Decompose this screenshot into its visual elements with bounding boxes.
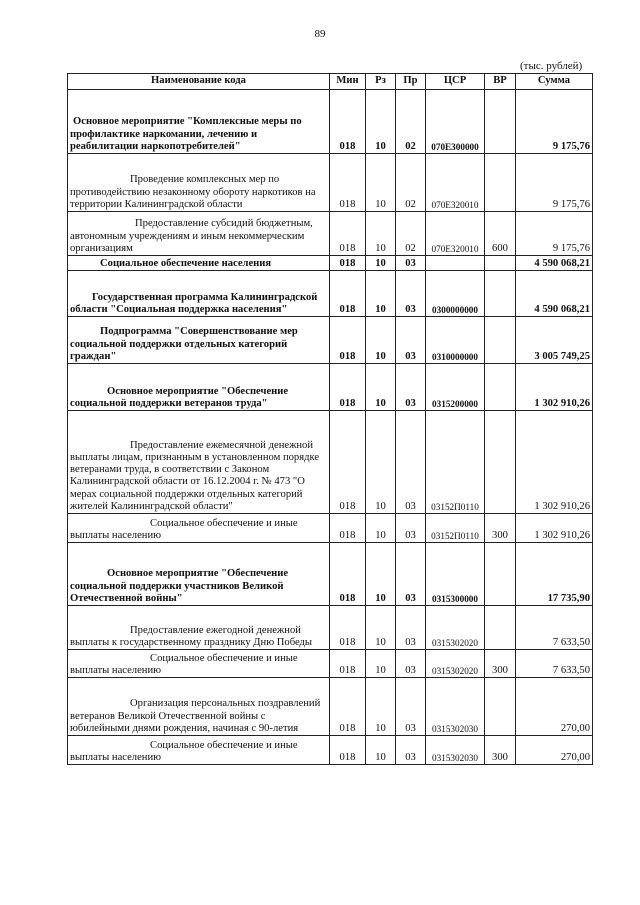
row-label: Предоставление ежемесячной денежной выплаты лицам, признанным в установленном порядке ветеранами труда, в соответствии с Законом Калининградской области от 16.12.2004 г. № 473 "О мерах социальной поддержки отдельных категорий жителей Калининградской области" [70,439,320,512]
table-row [68,514,593,543]
cell-min: 018 [330,90,366,154]
cell-name [68,154,330,212]
cell-name [68,543,330,606]
cell-pr: 02 [396,212,426,256]
cell-vr [485,90,516,154]
table-row [68,543,593,606]
cell-vr [485,364,516,411]
cell-min: 018 [330,256,366,271]
cell-csr: 03152П0110 [426,411,485,514]
cell-vr [485,678,516,736]
cell-min: 018 [330,364,366,411]
cell-name [68,364,330,411]
row-label: Организация персональных поздравлений ветеранов Великой Отечественной войны с юбилейными днями рождения, начиная с 90-летия [70,698,321,734]
table-row [68,650,593,678]
cell-sum: 17 735,90 [516,543,593,606]
cell-name [68,514,330,543]
cell-name [68,650,330,678]
cell-pr: 03 [396,411,426,514]
row-label: Социальное обеспечение населения [100,257,272,269]
table-row [68,271,593,317]
cell-pr: 03 [396,256,426,271]
row-label: Предоставление субсидий бюджетным, автономным учреждениям и иным некоммерческим организациям [70,218,313,254]
cell-rz: 10 [366,212,396,256]
cell-sum: 9 175,76 [516,154,593,212]
cell-min: 018 [330,678,366,736]
cell-min: 018 [330,411,366,514]
table-row [68,736,593,765]
cell-vr [485,411,516,514]
row-label: Государственная программа Калининградской области "Социальная поддержка населения" [70,291,318,315]
table-row [68,678,593,736]
header-pr: Пр [396,74,426,90]
cell-vr: 600 [485,212,516,256]
cell-sum: 4 590 068,21 [516,271,593,317]
cell-name [68,317,330,364]
row-label: Социальное обеспечение и иные выплаты населению [70,739,298,763]
table-row [68,411,593,514]
cell-sum: 1 302 910,26 [516,514,593,543]
row-label: Подпрограмма "Совершенствование мер социальной поддержки отдельных категорий граждан" [70,326,298,362]
table-row [68,212,593,256]
cell-vr: 300 [485,514,516,543]
cell-sum: 270,00 [516,678,593,736]
cell-min: 018 [330,650,366,678]
cell-csr: 0315200000 [426,364,485,411]
cell-min: 018 [330,271,366,317]
cell-sum: 9 175,76 [516,90,593,154]
cell-vr [485,317,516,364]
header-min: Мин [330,74,366,90]
cell-vr: 300 [485,650,516,678]
cell-vr [485,256,516,271]
row-label: Основное мероприятие "Комплексные меры по профилактике наркомании, лечению и реабилитации наркопотребителей" [70,116,302,152]
header-vr: ВР [485,74,516,90]
cell-rz: 10 [366,154,396,212]
cell-rz: 10 [366,650,396,678]
cell-csr: 0315300000 [426,543,485,606]
cell-rz: 10 [366,271,396,317]
cell-pr: 03 [396,650,426,678]
cell-pr: 03 [396,514,426,543]
cell-pr: 03 [396,606,426,650]
cell-min: 018 [330,543,366,606]
cell-min: 018 [330,736,366,765]
units-label: (тыс. рублей) [520,60,583,72]
cell-csr [426,256,485,271]
cell-csr: 0310000000 [426,317,485,364]
table-row [68,154,593,212]
header-sum: Сумма [516,74,593,90]
page-number: 89 [314,28,326,40]
cell-name [68,256,330,271]
cell-vr [485,154,516,212]
cell-sum: 4 590 068,21 [516,256,593,271]
cell-sum: 7 633,50 [516,650,593,678]
cell-sum: 3 005 749,25 [516,317,593,364]
header-rz: Рз [366,74,396,90]
cell-rz: 10 [366,317,396,364]
cell-rz: 10 [366,678,396,736]
table-header-row [68,74,593,90]
cell-csr: 070Е320010 [426,212,485,256]
row-label: Основное мероприятие "Обеспечение социальной поддержки ветеранов труда" [70,385,289,409]
cell-name [68,271,330,317]
cell-csr: 0315302030 [426,678,485,736]
cell-min: 018 [330,154,366,212]
cell-pr: 03 [396,736,426,765]
cell-name [68,606,330,650]
table-row [68,317,593,364]
cell-rz: 10 [366,606,396,650]
cell-name [68,90,330,154]
cell-csr: 0315302020 [426,606,485,650]
row-label: Социальное обеспечение и иные выплаты населению [70,517,298,541]
cell-name [68,736,330,765]
cell-csr: 070Е300000 [426,90,485,154]
table-row [68,90,593,154]
cell-rz: 10 [366,543,396,606]
cell-pr: 02 [396,154,426,212]
cell-vr [485,606,516,650]
cell-rz: 10 [366,90,396,154]
cell-min: 018 [330,514,366,543]
header-name: Наименование кода [68,74,330,90]
cell-sum: 9 175,76 [516,212,593,256]
table-row [68,256,593,271]
cell-rz: 10 [366,411,396,514]
cell-csr: 0315302020 [426,650,485,678]
cell-pr: 03 [396,678,426,736]
cell-sum: 270,00 [516,736,593,765]
table-row [68,606,593,650]
cell-sum: 1 302 910,26 [516,411,593,514]
cell-sum: 1 302 910,26 [516,364,593,411]
cell-vr [485,271,516,317]
cell-csr: 0300000000 [426,271,485,317]
cell-csr: 070Е320010 [426,154,485,212]
cell-vr [485,543,516,606]
cell-rz: 10 [366,256,396,271]
budget-table [67,73,593,765]
cell-min: 018 [330,212,366,256]
row-label: Социальное обеспечение и иные выплаты населению [70,652,298,676]
cell-min: 018 [330,317,366,364]
cell-csr: 0315302030 [426,736,485,765]
cell-csr: 03152П0110 [426,514,485,543]
row-label: Проведение комплексных мер по противодействию незаконному обороту наркотиков на территории Калининградской области [70,174,316,210]
cell-min: 018 [330,606,366,650]
cell-vr: 300 [485,736,516,765]
cell-rz: 10 [366,514,396,543]
cell-name [68,411,330,514]
cell-rz: 10 [366,736,396,765]
cell-pr: 03 [396,317,426,364]
cell-name [68,212,330,256]
header-csr: ЦСР [426,74,485,90]
cell-pr: 03 [396,364,426,411]
table-row [68,364,593,411]
row-label: Основное мероприятие "Обеспечение социальной поддержки участников Великой Отечественной войны" [70,568,289,604]
cell-pr: 03 [396,543,426,606]
table-body [68,90,593,765]
cell-name [68,678,330,736]
cell-sum: 7 633,50 [516,606,593,650]
cell-pr: 03 [396,271,426,317]
cell-pr: 02 [396,90,426,154]
cell-rz: 10 [366,364,396,411]
row-label: Предоставление ежегодной денежной выплаты к государственному празднику Дню Победы [70,624,313,648]
